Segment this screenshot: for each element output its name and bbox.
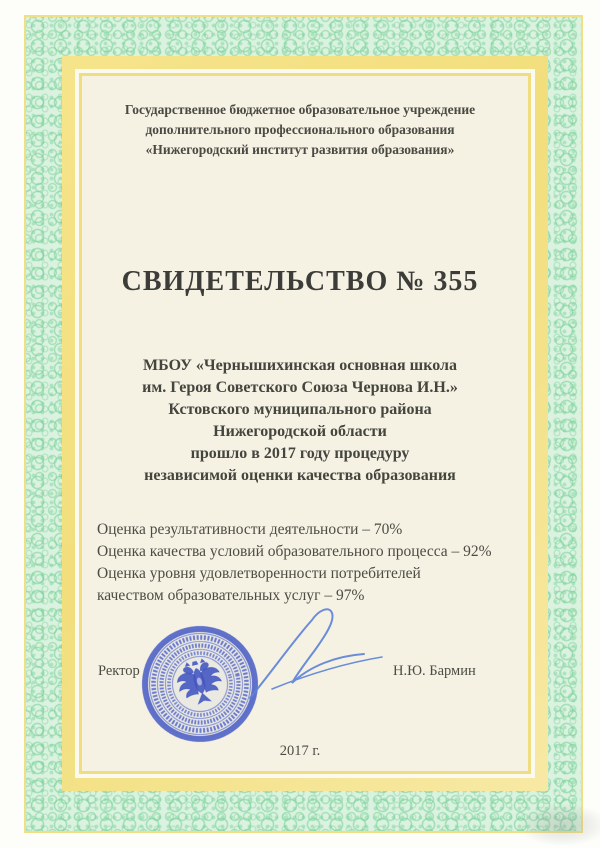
signature-stroke <box>242 596 432 716</box>
recipient-line: независимой оценки качества образования <box>144 467 456 484</box>
signature-name: Н.Ю. Бармин <box>393 663 476 679</box>
score-line: Оценка уровня удовлетворенности потребителей <box>97 565 421 582</box>
recipient-line: МБОУ «Чернышихинская основная школа <box>143 357 457 374</box>
recipient-line: прошло в 2017 году процедуру <box>190 445 410 462</box>
score-line: качеством образовательных услуг – 97% <box>97 587 365 604</box>
score-line: Оценка качества условий образовательного процесса – 92% <box>97 543 492 560</box>
recipient-line: Кстовского муниципального района <box>168 401 432 418</box>
issuer-block <box>0 100 600 160</box>
signature-role-label: Ректор <box>98 663 140 679</box>
issuer-line: Государственное бюджетное образовательное учреждение <box>124 102 476 117</box>
recipient-line: Нижегородской области <box>213 423 387 440</box>
scores-block <box>97 519 537 607</box>
score-line: Оценка результативности деятельности – 70% <box>97 521 403 538</box>
recipient-block <box>0 355 600 487</box>
issuer-line: дополнительного профессионального образования <box>145 122 455 137</box>
scan-shadow-artifact <box>518 804 600 846</box>
certificate-title: СВИДЕТЕЛЬСТВО № 355 <box>121 266 479 297</box>
issuer-line: «Нижегородский институт развития образования» <box>145 142 455 157</box>
year-label: 2017 г. <box>279 743 321 759</box>
recipient-line: им. Героя Советского Союза Чернова И.Н.» <box>142 379 458 396</box>
